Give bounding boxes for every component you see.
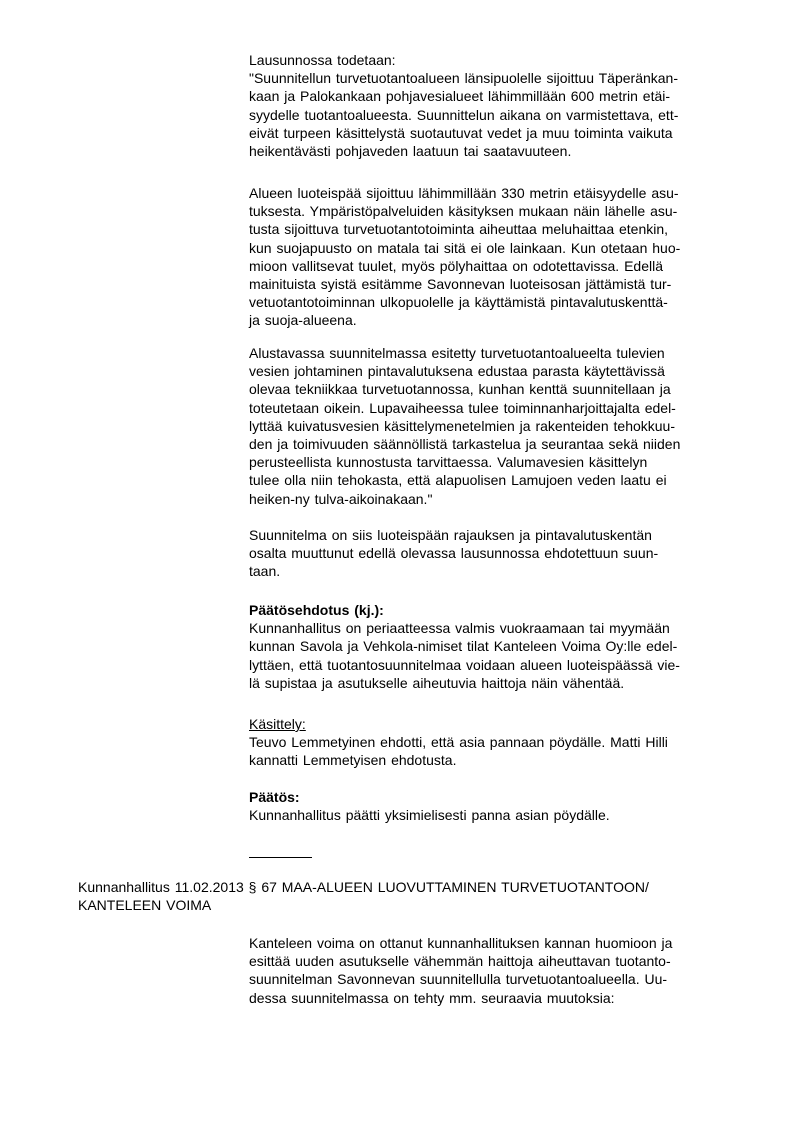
statement-intro: Lausunnossa todetaan:	[249, 52, 396, 68]
section-heading-line: KANTELEEN VOIMA	[78, 897, 212, 914]
text-line: vesien johtaminen pintavalutuksena edustaa parasta käytettävissä	[249, 363, 665, 380]
text-line: taan.	[249, 563, 281, 580]
text-line: Kunnanhallitus on periaatteessa valmis vuokraamaan tai myymään	[249, 620, 670, 637]
text-line: Teuvo Lemmetyinen ehdotti, että asia pannaan pöydälle. Matti Hilli	[249, 734, 668, 751]
handling-heading: Käsittely:	[249, 716, 306, 732]
text-line: esittää uuden asutukselle vähemmän haittoja aiheuttavan tuotanto-	[249, 953, 671, 970]
text-line: toteutetaan oikein. Lupavaiheessa tulee toiminnanharjoittajalta edel-	[249, 399, 676, 416]
text-line: heiken-ny tulva-aikoinakaan."	[249, 490, 433, 507]
decision-section	[249, 788, 739, 824]
text-line: "Suunnitellun turvetuotantoalueen länsipuolelle sijoittuu Täperänkan-	[249, 70, 679, 87]
text-line: Alustavassa suunnitelmassa esitetty turvetuotantoalueelta tulevien	[249, 345, 665, 361]
text-line: Kunnanhallitus päätti yksimielisesti panna asian pöydälle.	[249, 807, 610, 824]
text-line: tulee olla niin tehokasta, että alapuolisen Lamujoen veden laatu ei	[249, 472, 667, 489]
text-line: lyttää kuivatusvesien käsittelymenetelmien ja rakenteiden tehokkuu-	[249, 417, 676, 434]
handling-section	[249, 715, 739, 770]
paragraph-plan-changed	[249, 526, 739, 581]
text-line: syydelle tuotantoalueesta. Suunnittelun aikana on varmistettava, ett-	[249, 106, 679, 123]
text-line: eivät turpeen käsittelystä suotautuvat vedet ja muu toiminta vaikuta	[249, 124, 673, 141]
text-line: kunnan Savola ja Vehkola-nimiset tilat Kanteleen Voima Oy:lle edel-	[249, 638, 678, 655]
section-heading	[78, 878, 738, 914]
text-line: Alueen luoteispää sijoittuu lähimmillään 330 metrin etäisyydelle asu-	[249, 185, 679, 201]
text-line: vetuotantotoiminnan ulkopuolelle ja käyttämistä pintavalutuskenttä-	[249, 294, 668, 311]
decision-heading: Päätös:	[249, 789, 300, 805]
text-line: lyttäen, että tuotantosuunnitelmaa voidaan alueen luoteispäässä vie-	[249, 656, 680, 673]
text-line: mainituista syistä esitämme Savonnevan luoteisosan jättämistä tur-	[249, 275, 672, 292]
text-line: dessa suunnitelmassa on tehty mm. seuraavia muutoksia:	[249, 989, 615, 1006]
text-line: kannatti Lemmetyisen ehdotusta.	[249, 752, 457, 769]
paragraph-northwest	[249, 184, 739, 330]
separator-line	[249, 857, 312, 858]
text-line: ja suoja-alueena.	[249, 312, 357, 329]
text-line: osalta muuttunut edellä olevassa lausunnossa ehdotettuun suun-	[249, 545, 659, 562]
text-line: Suunnitelma on siis luoteispään rajauksen ja pintavalutuskentän	[249, 527, 652, 543]
decision-proposal	[249, 601, 739, 692]
text-line: kun suojapuusto on matala tai sitä ei ole lainkaan. Kun otetaan huo-	[249, 239, 681, 256]
text-line: tusta sijoittuva turvetuotantotoiminta aiheuttaa meluhaittaa etenkin,	[249, 221, 669, 238]
section-heading-line: Kunnanhallitus 11.02.2013 § 67 MAA-ALUEEN LUOVUTTAMINEN TURVETUOTANTOON/	[78, 879, 649, 895]
text-line: olevaa tekniikkaa turvetuotannossa, kunhan kenttä suunnitellaan ja	[249, 381, 671, 398]
proposal-heading: Päätösehdotus (kj.):	[249, 602, 384, 618]
text-line: kaan ja Palokankaan pohjavesialueet lähimmillään 600 metrin etäi-	[249, 88, 671, 105]
section-body	[249, 934, 739, 1007]
text-line: perusteellista kunnostusta tarvittaessa. Valumavesien käsittelyn	[249, 454, 648, 471]
text-line: suunnitelman Savonnevan suunnitellulla turvetuotantoalueella. Uu-	[249, 971, 668, 988]
text-line: heikentävästi pohjaveden laatuun tai saatavuuteen.	[249, 142, 572, 159]
paragraph-preliminary-plan	[249, 344, 739, 508]
text-line: tuksesta. Ympäristöpalveluiden käsityksen mukaan näin lähelle asu-	[249, 203, 678, 220]
statement-quote	[249, 51, 739, 160]
text-line: lä supistaa ja asutukselle aiheutuvia haittoja näin vähentää.	[249, 674, 625, 691]
text-line: Kanteleen voima on ottanut kunnanhallituksen kannan huomioon ja	[249, 935, 673, 951]
text-line: den ja toimivuuden säännöllistä tarkastelua ja seurantaa sekä niiden	[249, 435, 681, 452]
text-line: mioon vallitsevat tuulet, myös pölyhaittaa on odotettavissa. Edellä	[249, 257, 664, 274]
